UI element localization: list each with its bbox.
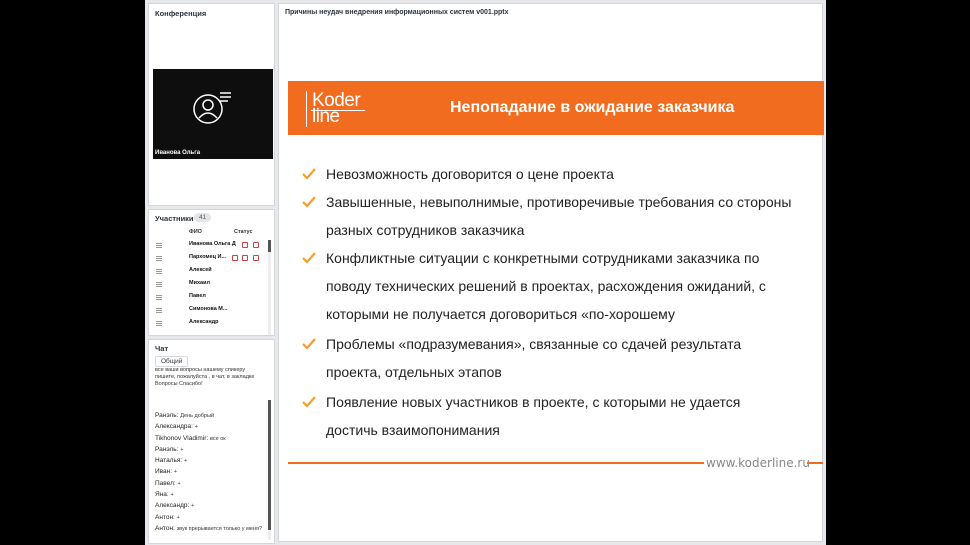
participant-name: Алексей	[189, 267, 212, 273]
mic-icon	[232, 255, 238, 261]
conference-panel	[148, 3, 275, 206]
participants-title: Участники	[155, 214, 194, 223]
logo-text-line: line	[312, 106, 340, 127]
checkmark-icon	[302, 195, 316, 209]
user-avatar-icon	[192, 87, 232, 127]
chat-tab-general[interactable]: Общий	[155, 356, 188, 367]
checkmark-icon	[302, 395, 316, 409]
message-author: Tikhonov Vladimir:	[155, 434, 209, 442]
participant-row[interactable]	[149, 279, 267, 292]
koderline-logo	[306, 91, 366, 127]
participants-panel	[148, 209, 275, 336]
menu-icon[interactable]	[156, 308, 162, 313]
message-author: Ранэль:	[155, 445, 179, 453]
menu-icon[interactable]	[156, 256, 162, 261]
participant-name: Павел	[189, 293, 206, 299]
participant-name: Иванова Ольга Д	[189, 241, 236, 247]
chat-message	[155, 423, 267, 434]
chat-messages	[155, 412, 267, 533]
bullet-text: Проблемы «подразумевания», связанные со сдачей результата проекта, отдельных этапов	[326, 336, 742, 380]
message-text: +	[170, 492, 174, 499]
bullet-text: Завышенные, невыполнимые, противоречивые требования со стороны разных сотрудников заказчика	[326, 194, 792, 238]
participant-name: Михаил	[189, 280, 210, 286]
participant-row[interactable]	[149, 266, 267, 279]
participant-row[interactable]	[149, 292, 267, 305]
webinar-app	[145, 0, 826, 545]
message-text: +	[184, 458, 188, 465]
chat-intro-message: все ваши вопросы нашему спикеру пишите, пожалуйста , в чат, в закладке Вопросы Спасибо!	[155, 367, 255, 387]
menu-icon[interactable]	[156, 295, 162, 300]
scrollbar-thumb[interactable]	[268, 240, 271, 252]
message-author: Яна:	[155, 491, 169, 499]
menu-icon[interactable]	[156, 243, 162, 248]
video-tile[interactable]	[153, 69, 273, 159]
participant-row[interactable]	[149, 240, 267, 253]
slide	[282, 23, 821, 487]
menu-icon[interactable]	[156, 321, 162, 326]
bullet-text: Конфликтные ситуации с конкретными сотрудниками заказчика по поводу технических решений в проектах, расхождения ожиданий, с которыми не получается договориться «по-хорошему	[326, 250, 766, 322]
chat-message	[155, 446, 267, 457]
participant-row[interactable]	[149, 253, 267, 266]
website-url: www.koderline.ru	[706, 456, 810, 470]
chat-title: Чат	[155, 344, 169, 353]
chat-message	[155, 502, 267, 513]
participant-name: Александр	[189, 319, 219, 325]
chat-message	[155, 480, 267, 491]
message-author: Наталья:	[155, 457, 183, 465]
video-participant-name: Иванова Ольга	[155, 150, 201, 156]
participant-name: Пархомец И...	[189, 254, 227, 260]
message-author: Ранэль:	[155, 412, 179, 419]
logo-text-koder: Koder	[312, 90, 361, 111]
message-author: Антон:	[155, 513, 175, 521]
footer-divider	[288, 462, 704, 464]
message-text: +	[176, 514, 180, 521]
chat-message	[155, 491, 267, 502]
camera-icon	[242, 255, 248, 261]
slide-title: Непопадание в ожидание заказчика	[450, 99, 735, 116]
camera-icon	[253, 242, 259, 248]
message-text: +	[191, 503, 195, 510]
chat-message	[155, 514, 267, 525]
slide-header-banner	[288, 81, 824, 135]
checkmark-icon	[302, 337, 316, 351]
message-author: Александр:	[155, 502, 190, 510]
message-author: Антон:	[155, 524, 175, 532]
message-text: +	[177, 480, 181, 487]
message-text: +	[180, 446, 184, 453]
column-header-status[interactable]: Статус	[234, 229, 253, 235]
participants-count-badge: 41	[194, 213, 211, 222]
mic-icon	[242, 242, 248, 248]
message-text: все ок	[210, 435, 226, 442]
message-text: звук прерывается только у меня?	[176, 525, 262, 532]
presentation-panel	[278, 3, 823, 542]
message-author: Иван:	[155, 468, 173, 476]
bullet-text: Появление новых участников в проекте, с которыми не удается достичь взаимопонимания	[326, 394, 741, 438]
participants-scrollbar[interactable]	[268, 240, 271, 335]
chat-message	[155, 435, 267, 446]
chat-message	[155, 457, 267, 468]
participant-name: Симонова М...	[189, 306, 228, 312]
screen-icon	[253, 255, 259, 261]
chat-panel	[148, 339, 275, 544]
chat-message	[155, 412, 267, 423]
message-author: Александра:	[155, 423, 193, 431]
message-author: Павел:	[155, 479, 176, 487]
footer-divider-end	[807, 462, 823, 464]
bullet-text: Невозможность договорится о цене проекта	[326, 166, 614, 182]
checkmark-icon	[302, 167, 316, 181]
chat-message	[155, 525, 267, 533]
scrollbar-thumb[interactable]	[268, 400, 271, 530]
chat-message	[155, 468, 267, 479]
message-text: +	[194, 424, 198, 431]
checkmark-icon	[302, 251, 316, 265]
message-text: +	[173, 469, 178, 476]
menu-icon[interactable]	[156, 269, 162, 274]
conference-title: Конференция	[155, 9, 207, 18]
chat-scrollbar[interactable]	[268, 400, 271, 540]
presentation-file-title: Причины неудач внедрения информационных систем v001.pptx	[285, 9, 509, 16]
participant-row[interactable]	[149, 318, 267, 331]
message-text: День добрый	[180, 413, 215, 419]
menu-icon[interactable]	[156, 282, 162, 287]
participant-row[interactable]	[149, 305, 267, 318]
column-header-name[interactable]: ФИО	[189, 229, 202, 235]
